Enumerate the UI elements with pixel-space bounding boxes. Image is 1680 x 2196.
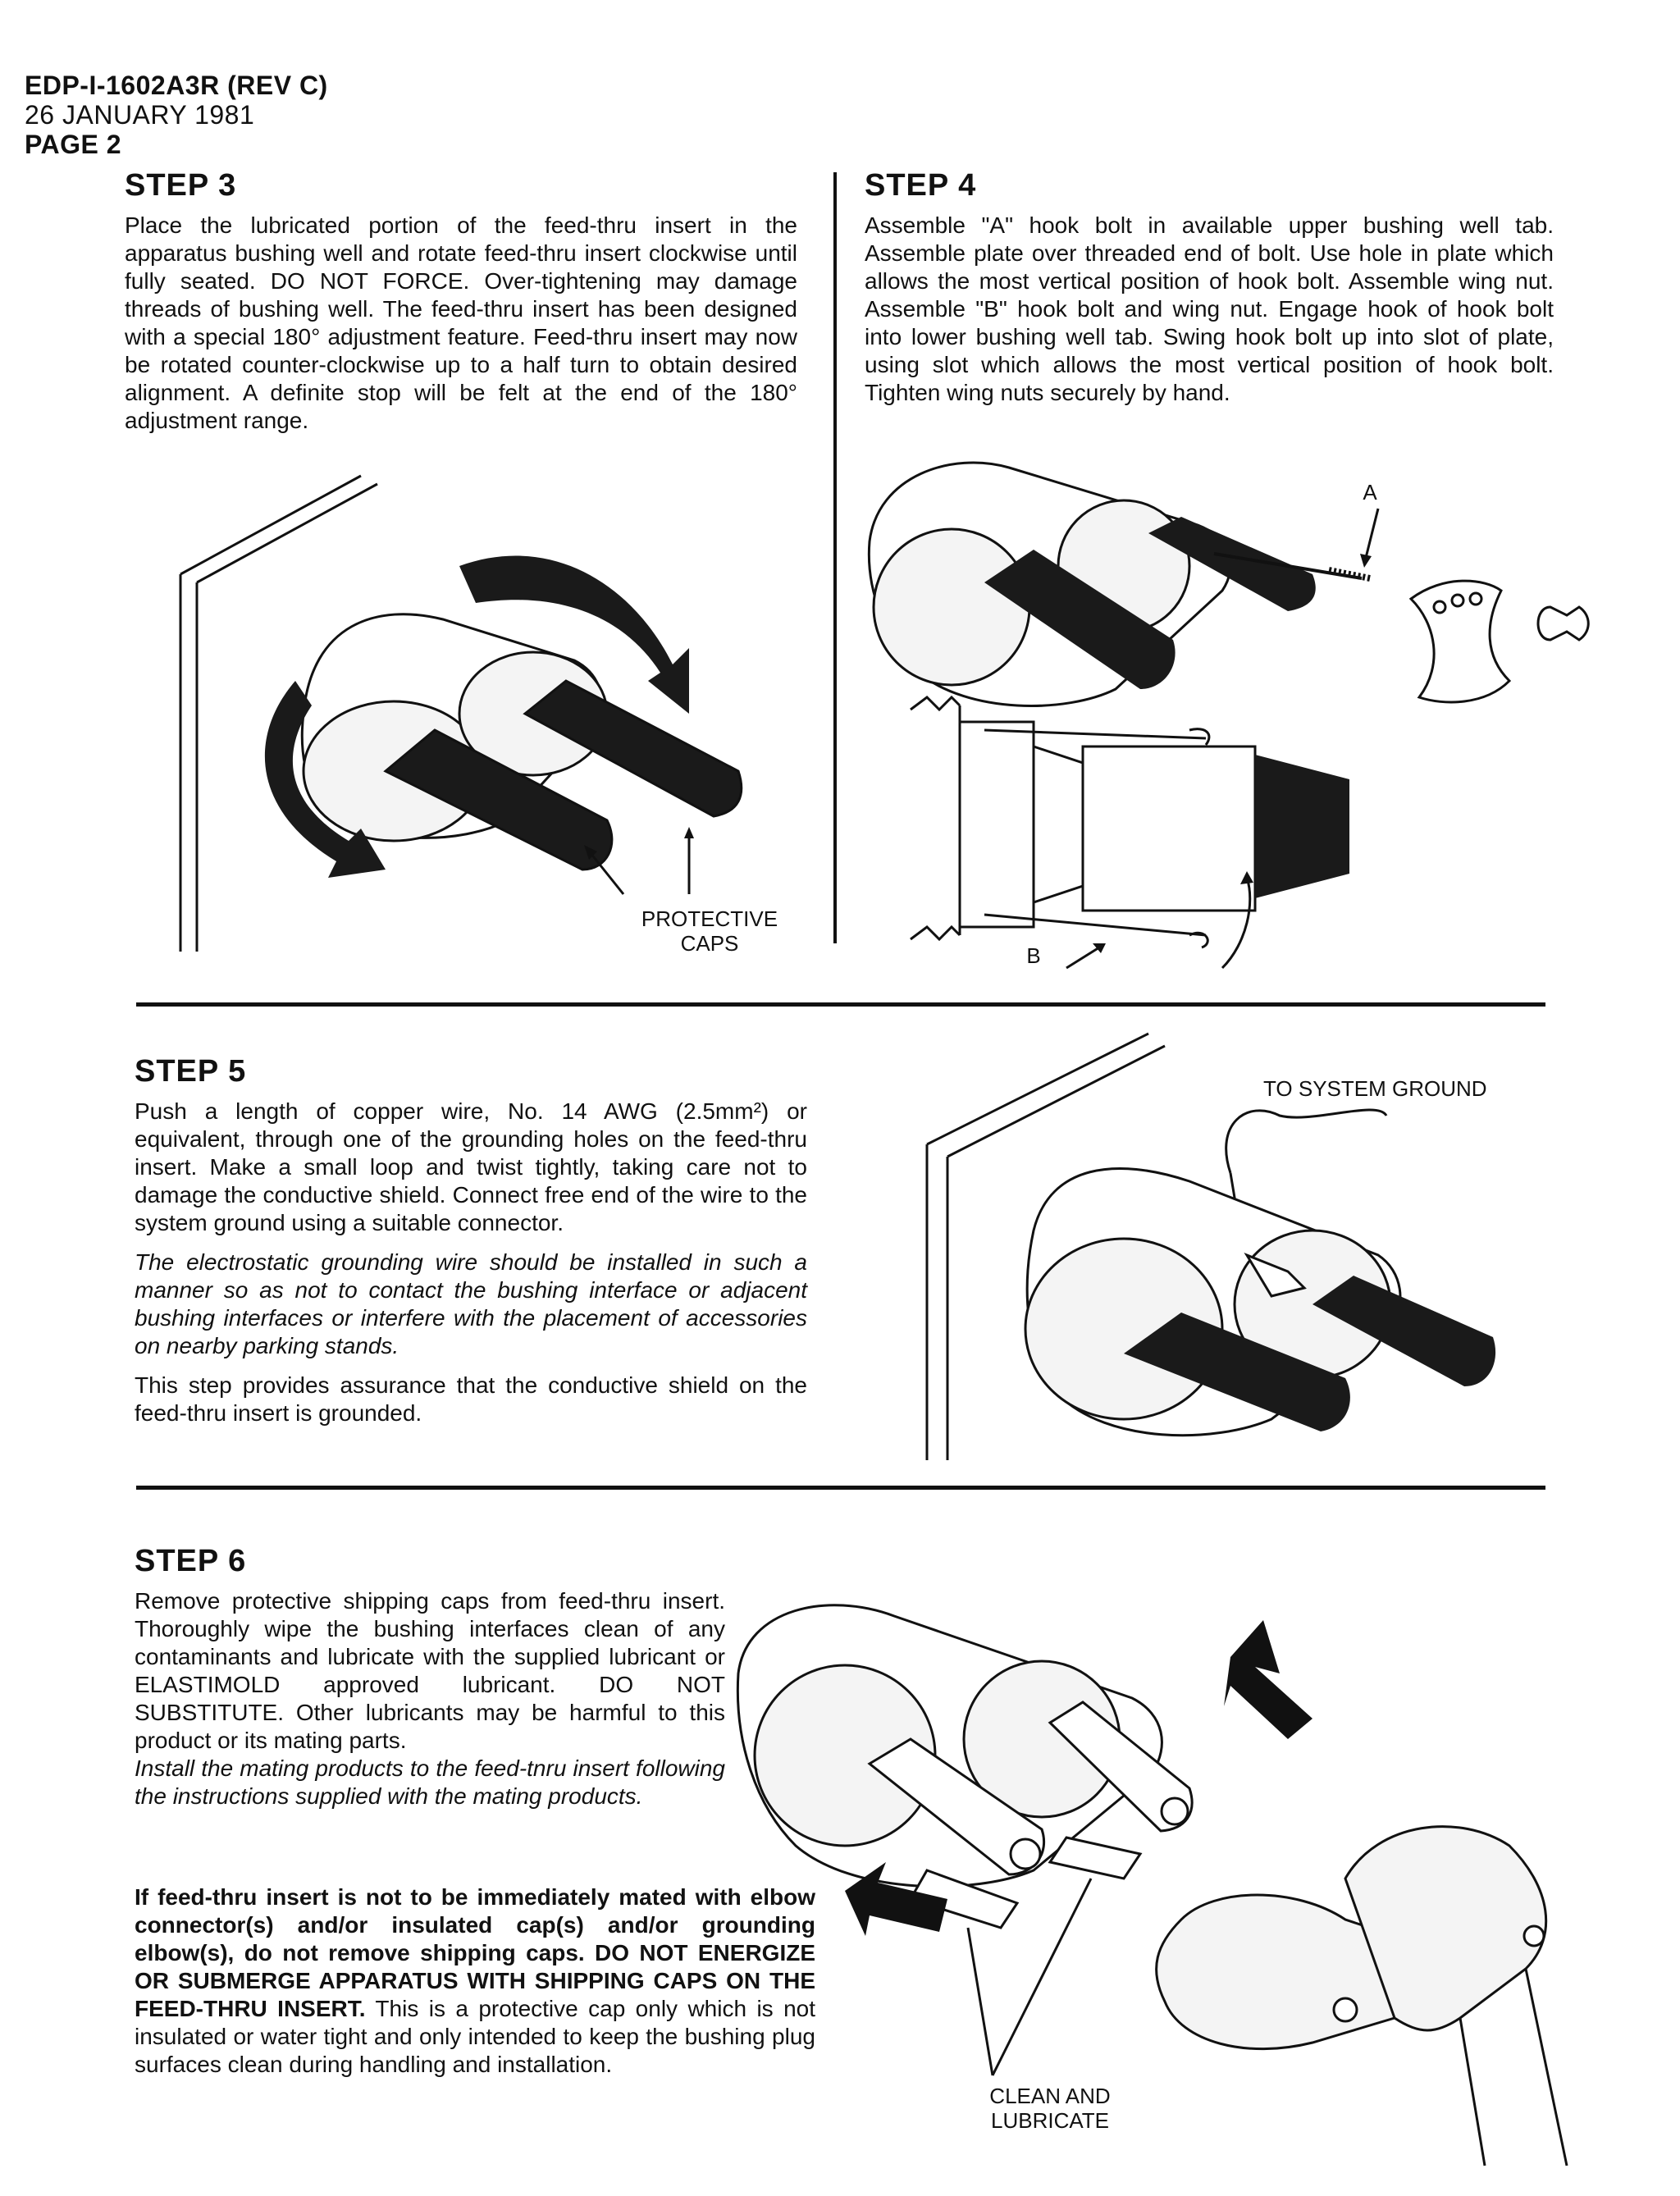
step3-text: Place the lubricated portion of the feed-thru insert in the apparatus bushing well and rotate feed-thru insert clockwise until fully seated. DO NOT FORCE. Over-tightening may damage threads of bushing well. The feed-thru insert has been designed with a special 180° adjustment feature. Feed-thru insert may now be rotated counter-clockwise up to a half turn to obtain desired alignment. A definite stop will be felt at the end of the 180° adjustment range.: [125, 212, 797, 433]
step6-note: This is a protective cap only which is not insulated or water tight and only intended to keep the bushing plug surfaces clean during handling and installation.: [135, 1996, 815, 2077]
step5-caption: TO SYSTEM GROUND: [1263, 1076, 1487, 1101]
label-a: A: [1363, 480, 1377, 504]
step5-illustration: [919, 1025, 1559, 1468]
caption-lubricate: LUBRICATE: [991, 2108, 1109, 2133]
step5-title: STEP 5: [135, 1054, 247, 1089]
column-divider: [833, 172, 837, 943]
step6-illustration: [722, 1575, 1632, 2166]
document-id: EDP-I-1602A3R (REV C): [25, 71, 328, 100]
step6-warning: If feed-thru insert is not to be immediately mated with elbow connector(s) and/or insulated cap(s) and/or grounding elbow(s), do not remove shipping caps. DO NOT ENERGIZE OR SUBMERGE APPARATUS WITH SHIPPING CAPS ON THE FEED-THRU INSERT.: [135, 1884, 815, 2021]
step4-illustration-bottom: [902, 689, 1362, 984]
step4-text: Assemble "A" hook bolt in available upper bushing well tab. Assemble plate over threaded end of bolt. Use hole in plate which allows the most vertical position of hook bolt. Assemble wing nut. Assemble "B" hook bolt and wing nut. Engage hook of hook bolt into lower bushing well tab. Swing hook bolt up into slot of plate, using slot which allows the most vertical position of hook bolt. Tighten wing nuts securely by hand.: [865, 212, 1554, 405]
step6-body-upper: [135, 1587, 725, 1810]
step6-text-1: Remove protective shipping caps from feed-thru insert. Thoroughly wipe the bushing interfaces clean of any contaminants and lubricate with the supplied lubricant or ELASTIMOLD approved lubricant. DO NOT SUBSTITUTE. Other lubricants may be harmful to this product or its mating parts.: [135, 1588, 725, 1753]
step5-text-3: This step provides assurance that the conductive shield on the feed-thru insert is grounded.: [135, 1372, 807, 1426]
step6-caption: [968, 2084, 1132, 2133]
step6-text-2: Install the mating products to the feed-tnru insert following the instructions supplied with the mating products.: [135, 1755, 725, 1809]
document-header: [25, 71, 328, 159]
document-date: 26 JANUARY 1981: [25, 100, 255, 130]
page-number: PAGE 2: [25, 130, 121, 159]
caption-caps: CAPS: [680, 931, 739, 956]
step4-title: STEP 4: [865, 168, 977, 203]
step3-illustration: [164, 459, 820, 952]
step6-title: STEP 6: [135, 1544, 247, 1578]
step5-body: [135, 1098, 807, 1427]
step6-text-3: [135, 1883, 815, 2079]
step5-text-1: Push a length of copper wire, No. 14 AWG (2.5mm²) or equivalent, through one of the grounding holes on the feed-thru insert. Make a small loop and twist tightly, taking care not to damage the conductive shield. Connect free end of the wire to the system ground using a suitable connector.: [135, 1098, 807, 1235]
label-b: B: [1026, 943, 1041, 968]
caption-protective: PROTECTIVE: [641, 906, 778, 931]
step3-caption: [632, 906, 788, 956]
section-rule-2: [136, 1486, 1545, 1490]
caption-clean-and: CLEAN AND: [989, 2084, 1111, 2108]
section-rule-1: [136, 1002, 1545, 1007]
step5-text-2: The electrostatic grounding wire should be installed in such a manner so as not to contact the bushing interface or adjacent bushing interfaces or interfere with the placement of accessories on nearby parking stands.: [135, 1249, 807, 1358]
step3-title: STEP 3: [125, 168, 237, 203]
